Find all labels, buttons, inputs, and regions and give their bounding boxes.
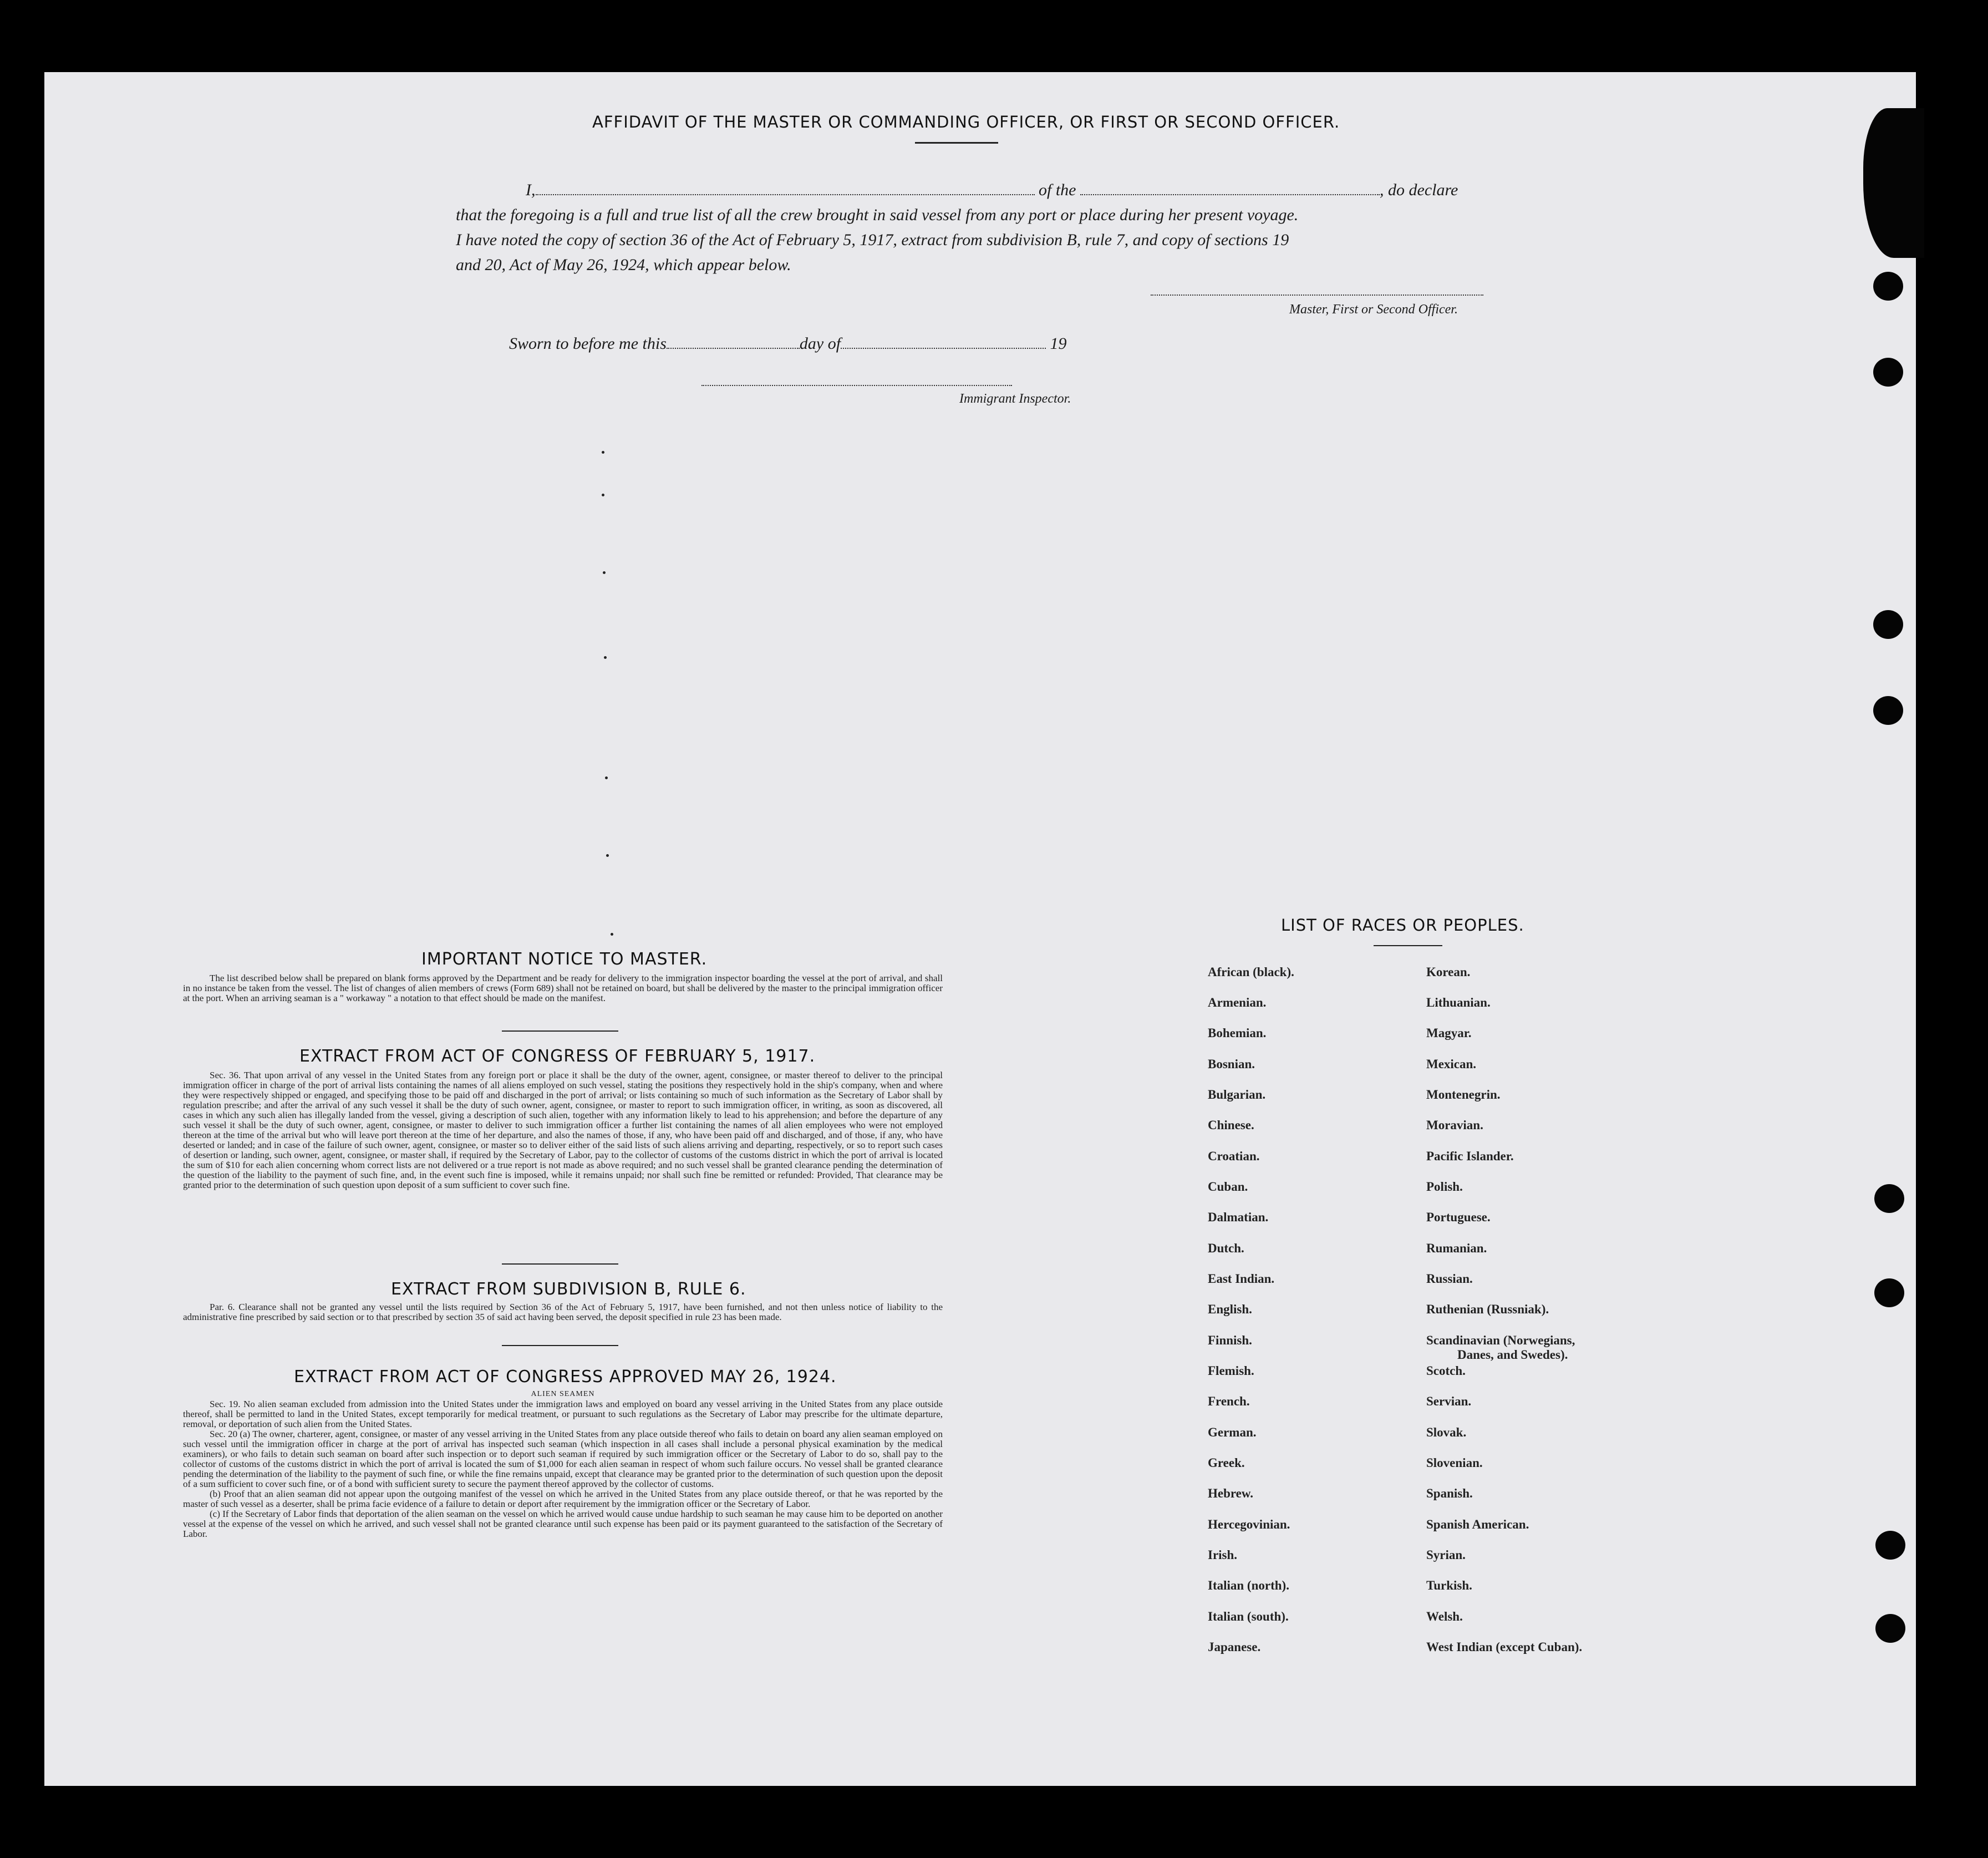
year-prefix: 19: [1050, 334, 1067, 353]
race-item: Greek.: [1208, 1456, 1245, 1470]
race-item: Polish.: [1426, 1180, 1463, 1194]
race-item: Chinese.: [1208, 1118, 1254, 1132]
extract-rule6-title: EXTRACT FROM SUBDIVISION B, RULE 6.: [391, 1280, 746, 1299]
race-item: African (black).: [1208, 965, 1294, 979]
race-item: Bosnian.: [1208, 1057, 1255, 1071]
section-rule: [502, 1345, 618, 1346]
margin-mark: [611, 933, 613, 936]
sec-20a-paragraph: Sec. 20 (a) The owner, charterer, agent, consignee, or master of any vessel arriving in the United States from any place outside thereof who fails to detain on board any alien seaman employed on such vessel until the immigration officer in charge at the port of arrival has inspected such seaman (which inspection in all cases shall include a personal physical examination by the medical examiners), or who fails to detain such seaman on board after such inspection or to deport such seaman if required by such immigration officer or the Secretary of Labor to do so, shall pay to the collector of customs of the customs district in which the port of arrival is located the sum of $1,000 for each alien seaman in respect of whom such failure occurs. No vessel shall be granted clearance pending the determination of the liability to the payment of such fine, or while the fine remains unpaid, except that clearance may be granted prior to the determination of such question upon the deposit of a sum sufficient to cover such fine, or of a bond with sufficient surety to secure the payment thereof approved by the collector of customs.: [183, 1429, 943, 1489]
race-item: French.: [1208, 1394, 1250, 1408]
race-item: Russian.: [1426, 1272, 1473, 1286]
races-title: LIST OF RACES OR PEOPLES.: [1281, 916, 1524, 935]
race-item: Montenegrin.: [1426, 1088, 1501, 1101]
affidavit-i: I,: [526, 181, 536, 199]
inspector-signature-label: Immigrant Inspector.: [959, 392, 1071, 406]
race-item: Ruthenian (Russniak).: [1426, 1302, 1549, 1316]
punch-hole: [1873, 696, 1903, 725]
race-item: Hercegovinian.: [1208, 1517, 1290, 1531]
margin-mark: [602, 451, 604, 454]
section-36-paragraph: Sec. 36. That upon arrival of any vessel in the United States from any foreign port or place it shall be the duty of the owner, agent, consignee, or master thereof to deliver to the principal immigration officer in charge of the port of arrival lists containing the names of all aliens employed on such vessel, stating the positions they respectively hold in the ship's company, when and where they were respectively shipped or engaged, and specifying those to be paid off and discharged in the port of arrival; or lists containing so much of such information as the Secretary of Labor shall by regulation prescribe; and after the arrival of any such vessel it shall be the duty of such owner, agent, consignee, or master to report to such immigration officer, in writing, as soon as discovered, all cases in which any such alien has illegally landed from the vessel, giving a description of such alien, together with any information likely to lead to his apprehension; and before the departure of any such vessel it shall be the duty of such owner, agent, consignee, or master to deliver to such immigration officer a further list containing the names of all alien employees who were not employed thereon at the time of the arrival but who will leave port thereon at the time of her departure, and also the names of those, if any, who have been paid off and discharged, and of those, if any, who have deserted or landed; and in case of the failure of such owner, agent, consignee, or master so to deliver either of the said lists of such aliens arriving and departing, respectively, or so to report such cases of desertion or landing, such owner, agent, consignee, or master shall, if required by the Secretary of Labor, pay to the collector of customs of the customs district in which the port of arrival is located the sum of $10 for each alien concerning whom correct lists are not delivered or a true report is not made as above required; and no such vessel shall be granted clearance pending the determination of the question of the liability to the payment of such fine, and, in the event such fine is imposed, while it remains unpaid; nor shall such fine be remitted or refunded: Provided, That clearance may be granted prior to the determination of such question upon deposit of a sum sufficient to cover such fine.: [183, 1070, 943, 1190]
master-signature-line[interactable]: [1151, 280, 1483, 296]
race-item: Finnish.: [1208, 1333, 1252, 1347]
margin-mark: [606, 854, 609, 857]
sec-19-paragraph: Sec. 19. No alien seaman excluded from admission into the United States under the immigration laws and employed on board any vessel arriving in the United States from any place outside thereof, shall be permitted to land in the United States, except temporarily for medical treatment, or pursuant to such regulations as the Secretary of Labor may prescribe for the ultimate departure, removal, or deportation of such alien from the United States.: [183, 1399, 943, 1429]
extract-rule6-text: [183, 1302, 943, 1322]
torn-edge: [1863, 108, 1924, 258]
margin-mark: [605, 776, 608, 779]
extract-1924-title: EXTRACT FROM ACT OF CONGRESS APPROVED MAY 26, 1924.: [294, 1367, 837, 1387]
affidavit-of-the: of the: [1039, 181, 1076, 199]
race-item: Irish.: [1208, 1548, 1238, 1562]
affidavit-line-1: [526, 177, 1502, 202]
section-rule: [502, 1030, 618, 1032]
day-of-label: day of: [799, 334, 841, 353]
affidavit-declare: , do declare: [1380, 181, 1458, 199]
race-item: Armenian.: [1208, 996, 1267, 1009]
race-item: Dutch.: [1208, 1241, 1244, 1255]
punch-hole: [1874, 1184, 1904, 1213]
race-item: Servian.: [1426, 1394, 1472, 1408]
punch-hole: [1874, 1278, 1904, 1307]
race-item: Mexican.: [1426, 1057, 1477, 1071]
race-item: Slovak.: [1426, 1425, 1467, 1439]
race-item: Korean.: [1426, 965, 1471, 979]
alien-seamen-subtitle: ALIEN SEAMEN: [531, 1390, 595, 1398]
race-item: German.: [1208, 1425, 1257, 1439]
punch-hole: [1875, 1614, 1905, 1643]
affidavit-line-2: that the foregoing is a full and true list of all the crew brought in said vessel from any port or place during her present voyage.: [456, 206, 1299, 224]
race-item: Spanish.: [1426, 1486, 1473, 1500]
punch-hole: [1873, 358, 1903, 387]
race-item-continuation: Danes, and Swedes).: [1457, 1348, 1568, 1362]
margin-mark: [604, 656, 607, 659]
race-item: Croatian.: [1208, 1149, 1260, 1163]
affidavit-line-4: and 20, Act of May 26, 1924, which appear below.: [456, 256, 791, 274]
notice-paragraph: The list described below shall be prepared on blank forms approved by the Department and be ready for delivery to the immigration inspector boarding the vessel at the port of arrival, and shall in no instance be taken from the vessel. The list of changes of alien members of crews (Form 689) shall not be retained on board, but shall be delivered by the master to the principal immigration officer at the port. When an arriving seaman is a " workaway " a notation to that effect should be made on the manifest.: [183, 973, 943, 1003]
race-item: Portuguese.: [1426, 1210, 1491, 1224]
race-item: Magyar.: [1426, 1026, 1472, 1040]
race-item: Cuban.: [1208, 1180, 1248, 1194]
race-item: East Indian.: [1208, 1272, 1275, 1286]
punch-hole: [1873, 610, 1903, 639]
race-item: Rumanian.: [1426, 1241, 1487, 1255]
race-item: Scandinavian (Norwegians,: [1426, 1333, 1575, 1347]
vessel-blank[interactable]: [1080, 180, 1380, 195]
sworn-label: Sworn to before me this: [509, 334, 667, 353]
margin-mark: [603, 571, 606, 574]
race-item: Flemish.: [1208, 1364, 1254, 1378]
race-item: Welsh.: [1426, 1610, 1463, 1623]
extract-1917-text: [183, 1070, 943, 1190]
race-item: Syrian.: [1426, 1548, 1466, 1562]
inspector-signature-line[interactable]: [701, 370, 1012, 386]
race-item: Dalmatian.: [1208, 1210, 1269, 1224]
race-item: Italian (south).: [1208, 1610, 1289, 1623]
affidavit-line-3: I have noted the copy of section 36 of the Act of February 5, 1917, extract from subdivision B, rule 7, and copy of sections 19: [456, 231, 1289, 249]
par-6-paragraph: Par. 6. Clearance shall not be granted any vessel until the lists required by Section 36 of the Act of February 5, 1917, have been furnished, and not then unless notice of liability to the administrative fine prescribed by said section or to that prescribed by section 35 of said act having been served, the deposit specified in rule 23 has been made.: [183, 1302, 943, 1322]
race-item: Lithuanian.: [1426, 996, 1491, 1009]
race-item: Spanish American.: [1426, 1517, 1529, 1531]
punch-hole: [1873, 272, 1903, 301]
sec-20c-paragraph: (c) If the Secretary of Labor finds that deportation of the alien seaman on the vessel on which he arrived would cause undue hardship to such seaman he may cause him to be deported on another vessel at the expense of the vessel on which he arrived, and such vessel shall not be granted clearance until such expense has been paid or its payment guaranteed to the satisfaction of the Secretary of Labor.: [183, 1509, 943, 1539]
section-rule: [502, 1263, 618, 1265]
race-item: Hebrew.: [1208, 1486, 1253, 1500]
notice-text: [183, 973, 943, 1003]
race-item: Bulgarian.: [1208, 1088, 1266, 1101]
extract-1917-title: EXTRACT FROM ACT OF CONGRESS OF FEBRUARY 5, 1917.: [299, 1047, 816, 1066]
title-rule: [915, 142, 998, 144]
race-item: Moravian.: [1426, 1118, 1483, 1132]
notice-title: IMPORTANT NOTICE TO MASTER.: [421, 950, 708, 969]
race-item: English.: [1208, 1302, 1252, 1316]
race-item: Slovenian.: [1426, 1456, 1483, 1470]
extract-1924-text: [183, 1389, 943, 1539]
race-item: West Indian (except Cuban).: [1426, 1640, 1583, 1654]
sec-20b-paragraph: (b) Proof that an alien seaman did not appear upon the outgoing manifest of the vessel on which he arrived in the United States from any place outside thereof, or that he was reported by the master of such vessel as a deserter, shall be prima facie evidence of a failure to detain or deport after requirement by the immigration officer or the Secretary of Labor.: [183, 1489, 943, 1509]
master-signature-label: Master, First or Second Officer.: [1289, 302, 1458, 317]
race-item: Japanese.: [1208, 1640, 1261, 1654]
races-title-rule: [1374, 945, 1442, 946]
punch-hole: [1875, 1531, 1905, 1560]
race-item: Pacific Islander.: [1426, 1149, 1514, 1163]
race-item: Scotch.: [1426, 1364, 1466, 1378]
margin-mark: [602, 494, 604, 496]
month-blank[interactable]: [841, 333, 1046, 349]
day-blank[interactable]: [667, 333, 800, 349]
race-item: Bohemian.: [1208, 1026, 1267, 1040]
name-blank[interactable]: [536, 180, 1035, 195]
affidavit-title: AFFIDAVIT OF THE MASTER OR COMMANDING OFFICER, OR FIRST OR SECOND OFFICER.: [592, 113, 1340, 131]
race-item: Turkish.: [1426, 1578, 1472, 1592]
sworn-line: [509, 331, 1119, 356]
race-item: Italian (north).: [1208, 1578, 1289, 1592]
